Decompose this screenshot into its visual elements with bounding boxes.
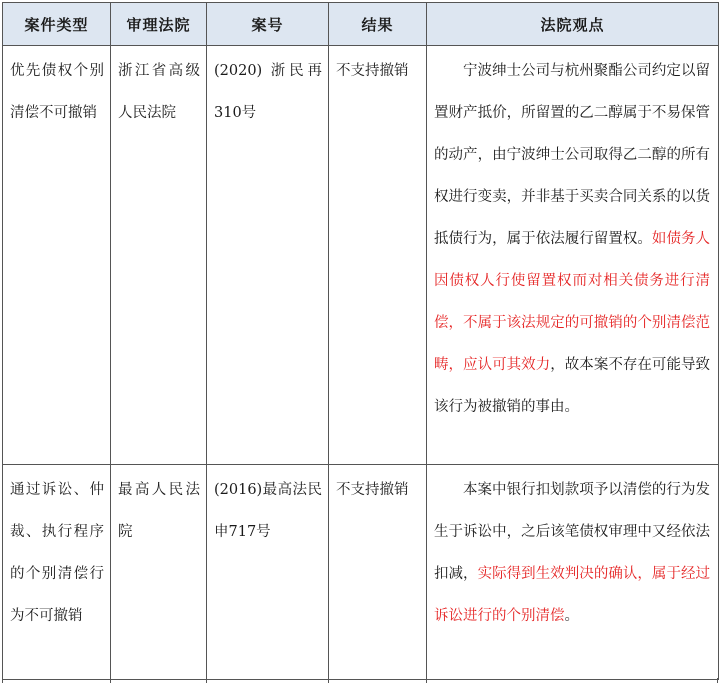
divider <box>426 678 427 683</box>
opinion-tail: ，故本案不存在可能导致该行为被撤销的事由。 <box>434 357 711 415</box>
opinion-highlight: 实际得到生效判决的确认，属于经过诉讼进行的个别清偿 <box>434 566 711 624</box>
case-no-cell: (2016)最高法民申717号 <box>207 465 329 680</box>
opinion-text: 本案中银行扣划款项予以清偿的行为发生于诉讼中，之后该笔债权审理中又经依法扣减， <box>434 482 710 582</box>
table-continuation-lines <box>2 678 718 683</box>
opinion-tail: 。 <box>564 608 579 624</box>
case-type-cell: 通过诉讼、仲裁、执行程序的个别清偿行为不可撤销 <box>3 465 111 680</box>
header-result: 结果 <box>329 3 427 46</box>
table-row <box>3 46 719 465</box>
result-cell: 不支持撤销 <box>329 465 427 680</box>
divider <box>2 678 3 683</box>
table-header-row <box>3 3 719 46</box>
header-opinion: 法院观点 <box>427 3 719 46</box>
divider <box>717 678 718 683</box>
opinion-text: 宁波绅士公司与杭州聚酯公司约定以留置财产抵价，所留置的乙二醇属于不易保管的动产，由宁波绅士公司取得乙二醇的所有权进行变卖，并非基于买卖合同关系的以货抵债行为，属于依法履行留置权。 <box>434 63 710 247</box>
court-cell: 最高人民法院 <box>111 465 207 680</box>
case-type-cell: 优先债权个别清偿不可撤销 <box>3 46 111 465</box>
header-case-no: 案号 <box>207 3 329 46</box>
divider <box>206 678 207 683</box>
opinion-highlight: 如债务人因债权人行使留置权而对相关债务进行清偿，不属于该法规定的可撤销的个别清偿范畴，应认可其效力 <box>434 231 711 373</box>
header-court: 审理法院 <box>111 3 207 46</box>
court-cell: 浙江省高级人民法院 <box>111 46 207 465</box>
header-case-type: 案件类型 <box>3 3 111 46</box>
case-no-cell: (2020) 浙民再310号 <box>207 46 329 465</box>
divider <box>328 678 329 683</box>
opinion-cell <box>427 46 719 465</box>
opinion-cell <box>427 465 719 680</box>
table-row <box>3 465 719 680</box>
divider <box>110 678 111 683</box>
result-cell: 不支持撤销 <box>329 46 427 465</box>
case-table <box>2 2 719 680</box>
